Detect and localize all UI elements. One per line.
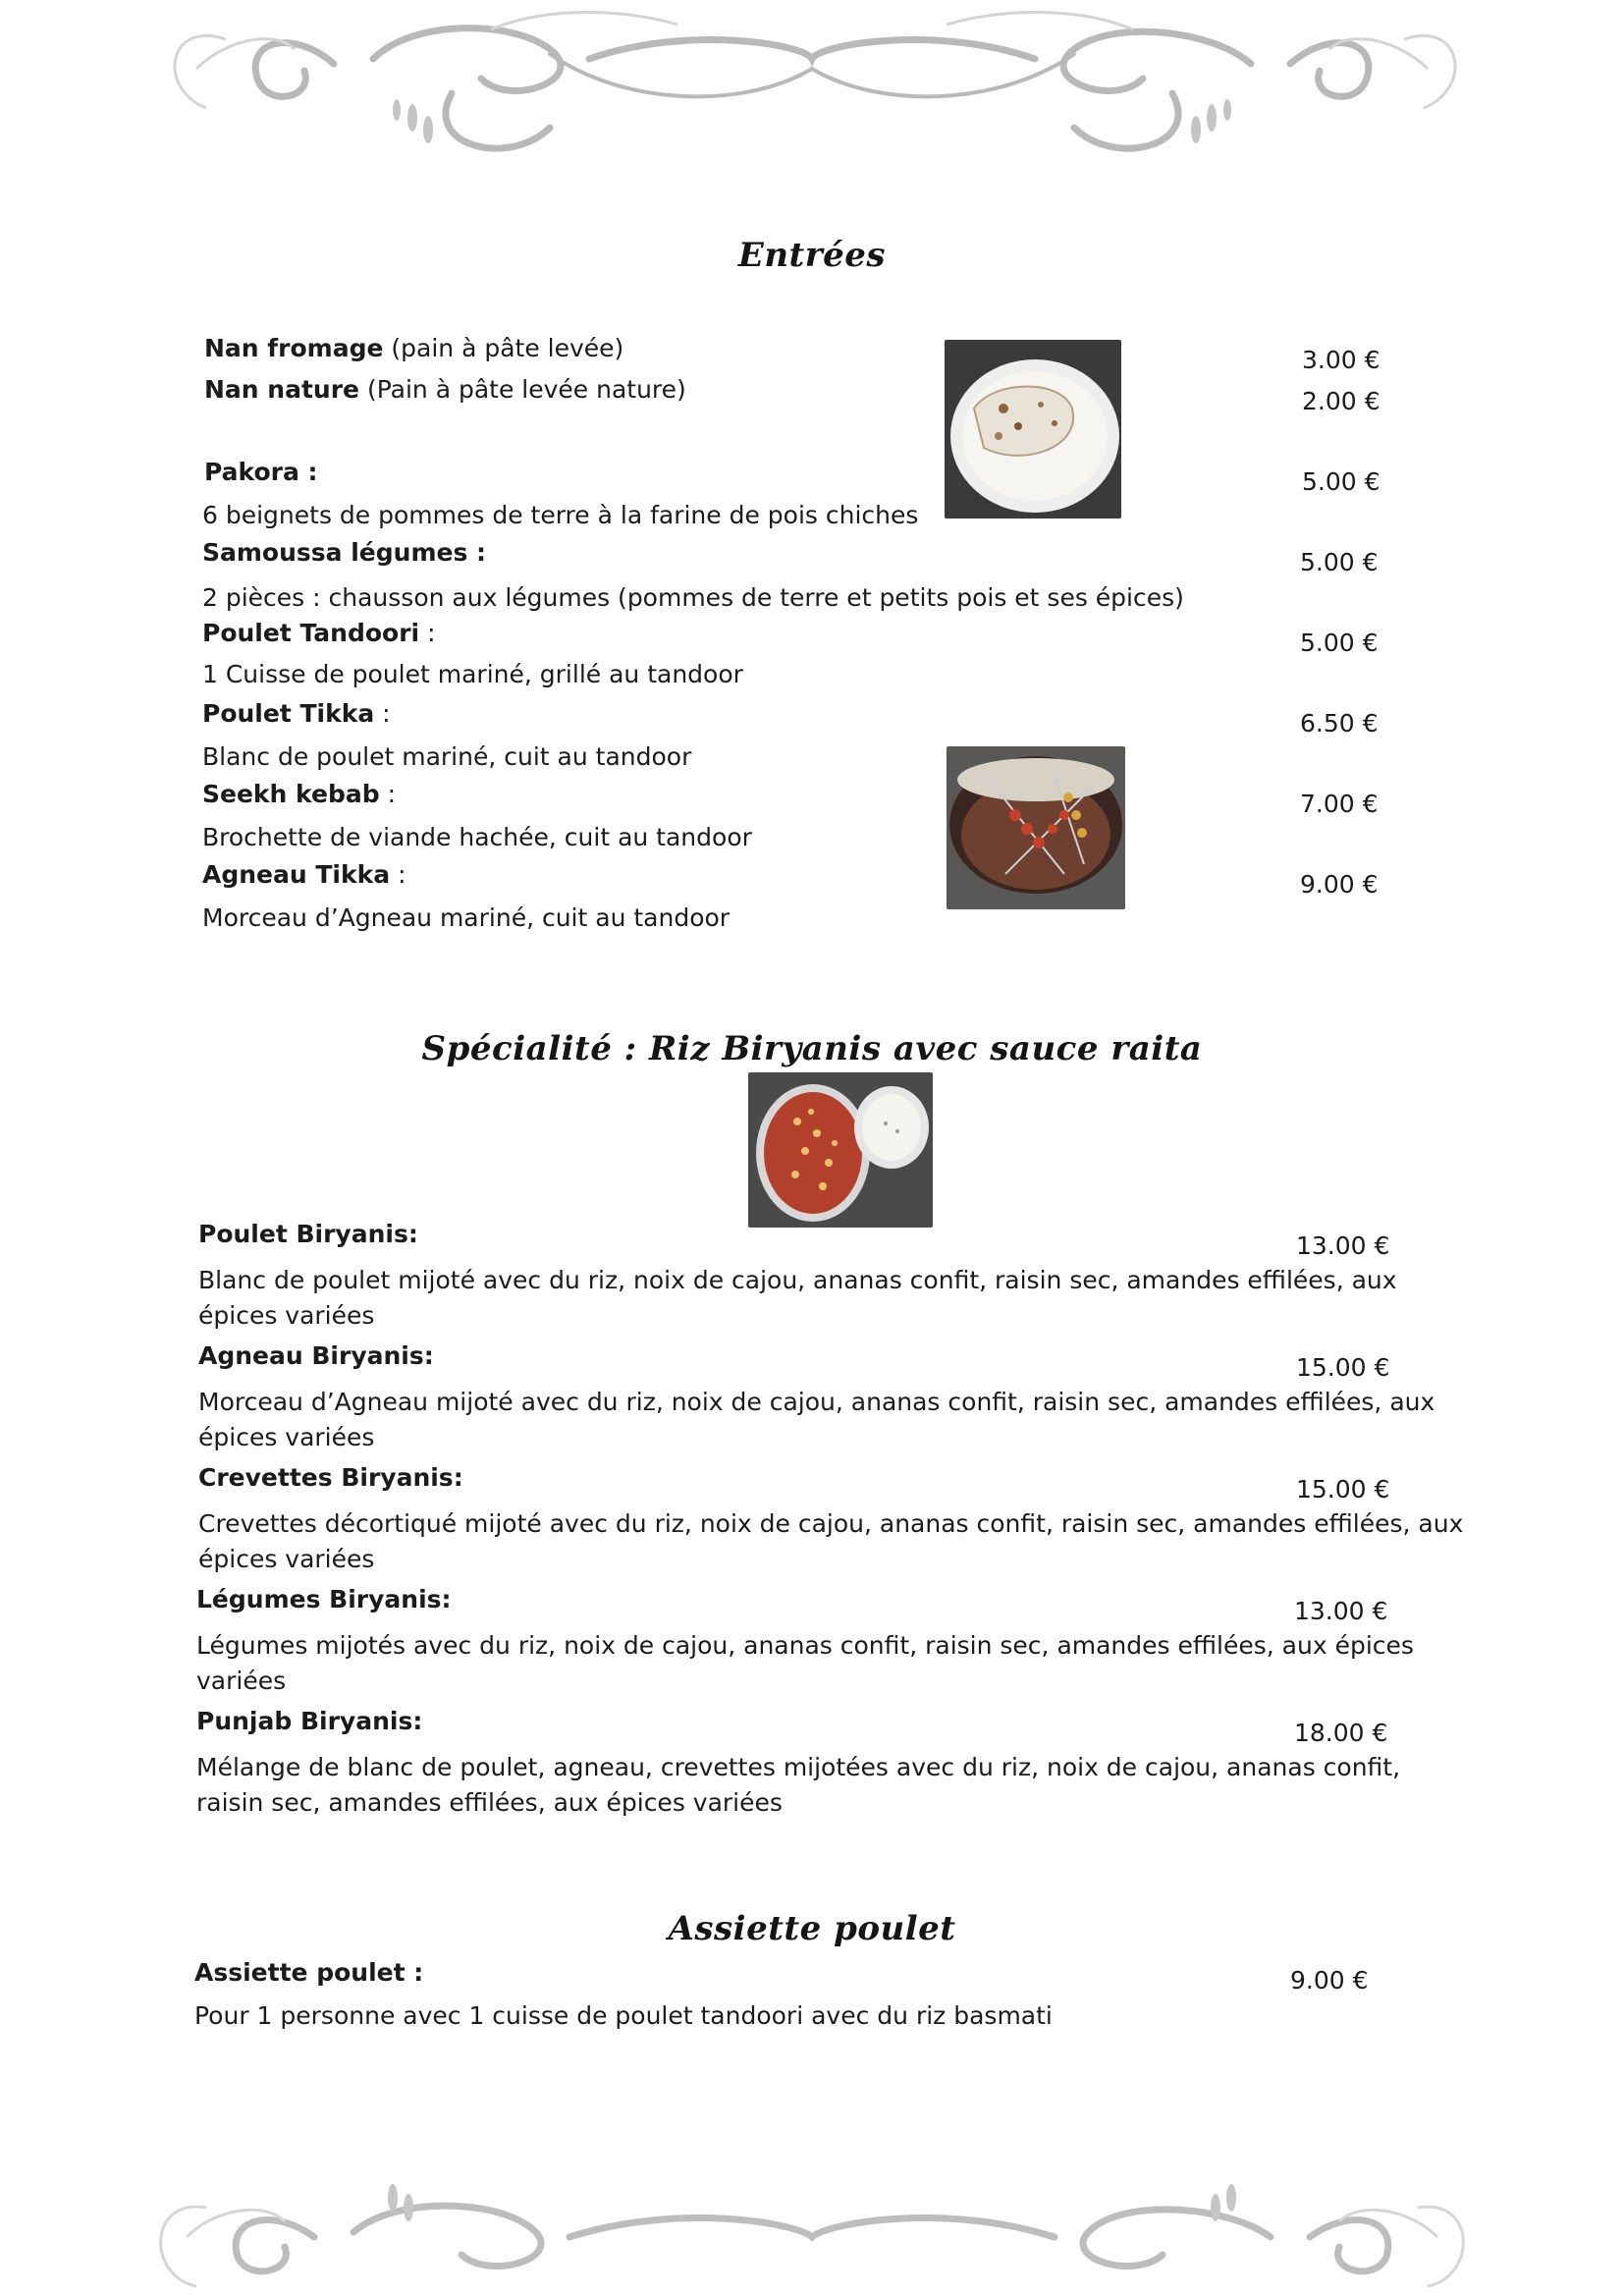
price-agneau-biryanis: 15.00 € (1296, 1353, 1390, 1382)
item-name-pakora: Pakora : (204, 458, 318, 486)
item-name-poulet-tandoori: Poulet Tandoori : (202, 619, 436, 647)
top-ornament (0, 0, 1624, 196)
item-desc-samoussa: 2 pièces : chausson aux légumes (pommes de terre et petits pois et ses épices) (202, 583, 1184, 612)
price-crevettes-biryanis: 15.00 € (1296, 1475, 1390, 1503)
bottom-ornament (0, 2178, 1624, 2296)
item-name-seekh-kebab: Seekh kebab : (202, 780, 396, 808)
item-name-poulet-biryanis: Poulet Biryanis: (198, 1220, 418, 1248)
price-pakora: 5.00 € (1302, 467, 1380, 496)
item-name-samoussa: Samoussa légumes : (202, 538, 487, 567)
item-desc-agneau-biryanis: Morceau d’Agneau mijoté avec du riz, noix de cajou, ananas confit, raisin sec, amandes effilées, aux épices variées (198, 1388, 1435, 1451)
item-desc-poulet-tikka: Blanc de poulet mariné, cuit au tandoor (202, 742, 692, 771)
item-desc-poulet-tandoori: 1 Cuisse de poulet mariné, grillé au tandoor (202, 660, 743, 688)
price-poulet-tandoori: 5.00 € (1300, 629, 1379, 657)
item-desc-legumes-biryanis: Légumes mijotés avec du riz, noix de cajou, ananas confit, raisin sec, amandes effilées, aux épices variées (196, 1631, 1414, 1695)
item-desc-agneau-tikka: Morceau d’Agneau mariné, cuit au tandoor (202, 903, 731, 932)
nan-bread-photo (945, 340, 1121, 519)
item-name-nan-fromage: Nan fromage (pain à pâte levée) (204, 334, 624, 362)
item-name-agneau-tikka: Agneau Tikka : (202, 860, 406, 889)
item-name-legumes-biryanis: Légumes Biryanis: (196, 1585, 452, 1613)
price-nan-nature: 2.00 € (1302, 387, 1380, 415)
price-poulet-tikka: 6.50 € (1300, 709, 1379, 738)
item-desc-assiette-poulet: Pour 1 personne avec 1 cuisse de poulet tandoori avec du riz basmati (194, 2001, 1053, 2030)
item-desc-pakora: 6 beignets de pommes de terre à la farine de pois chiches (202, 501, 919, 529)
item-desc-punjab-biryanis: Mélange de blanc de poulet, agneau, crevettes mijotées avec du riz, noix de cajou, ananas confit, raisin sec, amandes effilées, aux épices variées (196, 1753, 1401, 1817)
item-name-crevettes-biryanis: Crevettes Biryanis: (198, 1463, 463, 1492)
tandoor-skewers-photo (947, 746, 1125, 909)
price-poulet-biryanis: 13.00 € (1296, 1231, 1390, 1260)
price-assiette-poulet: 9.00 € (1290, 1966, 1369, 1995)
price-nan-fromage: 3.00 € (1302, 346, 1380, 374)
price-agneau-tikka: 9.00 € (1300, 870, 1379, 899)
item-desc-poulet-biryanis: Blanc de poulet mijoté avec du riz, noix de cajou, ananas confit, raisin sec, amandes effilées, aux épices variées (198, 1266, 1397, 1330)
price-samoussa: 5.00 € (1300, 548, 1379, 576)
item-name-assiette-poulet: Assiette poulet : (194, 1958, 424, 1987)
item-desc-seekh-kebab: Brochette de viande hachée, cuit au tandoor (202, 823, 752, 851)
price-legumes-biryanis: 13.00 € (1294, 1597, 1388, 1625)
item-name-punjab-biryanis: Punjab Biryanis: (196, 1707, 423, 1735)
price-seekh-kebab: 7.00 € (1300, 790, 1379, 818)
biryani-raita-photo (748, 1072, 933, 1228)
item-name-poulet-tikka: Poulet Tikka : (202, 699, 391, 728)
item-name-agneau-biryanis: Agneau Biryanis: (198, 1341, 434, 1370)
section-title-assiette: Assiette poulet (668, 1909, 956, 1948)
price-punjab-biryanis: 18.00 € (1294, 1719, 1388, 1747)
item-desc-crevettes-biryanis: Crevettes décortiqué mijoté avec du riz, noix de cajou, ananas confit, raisin sec, amandes effilées, aux épices variées (198, 1509, 1464, 1573)
section-title-entrees: Entrées (737, 236, 887, 275)
section-title-biryani: Spécialité : Riz Biryanis avec sauce raita (421, 1029, 1203, 1068)
item-name-nan-nature: Nan nature (Pain à pâte levée nature) (204, 375, 686, 404)
